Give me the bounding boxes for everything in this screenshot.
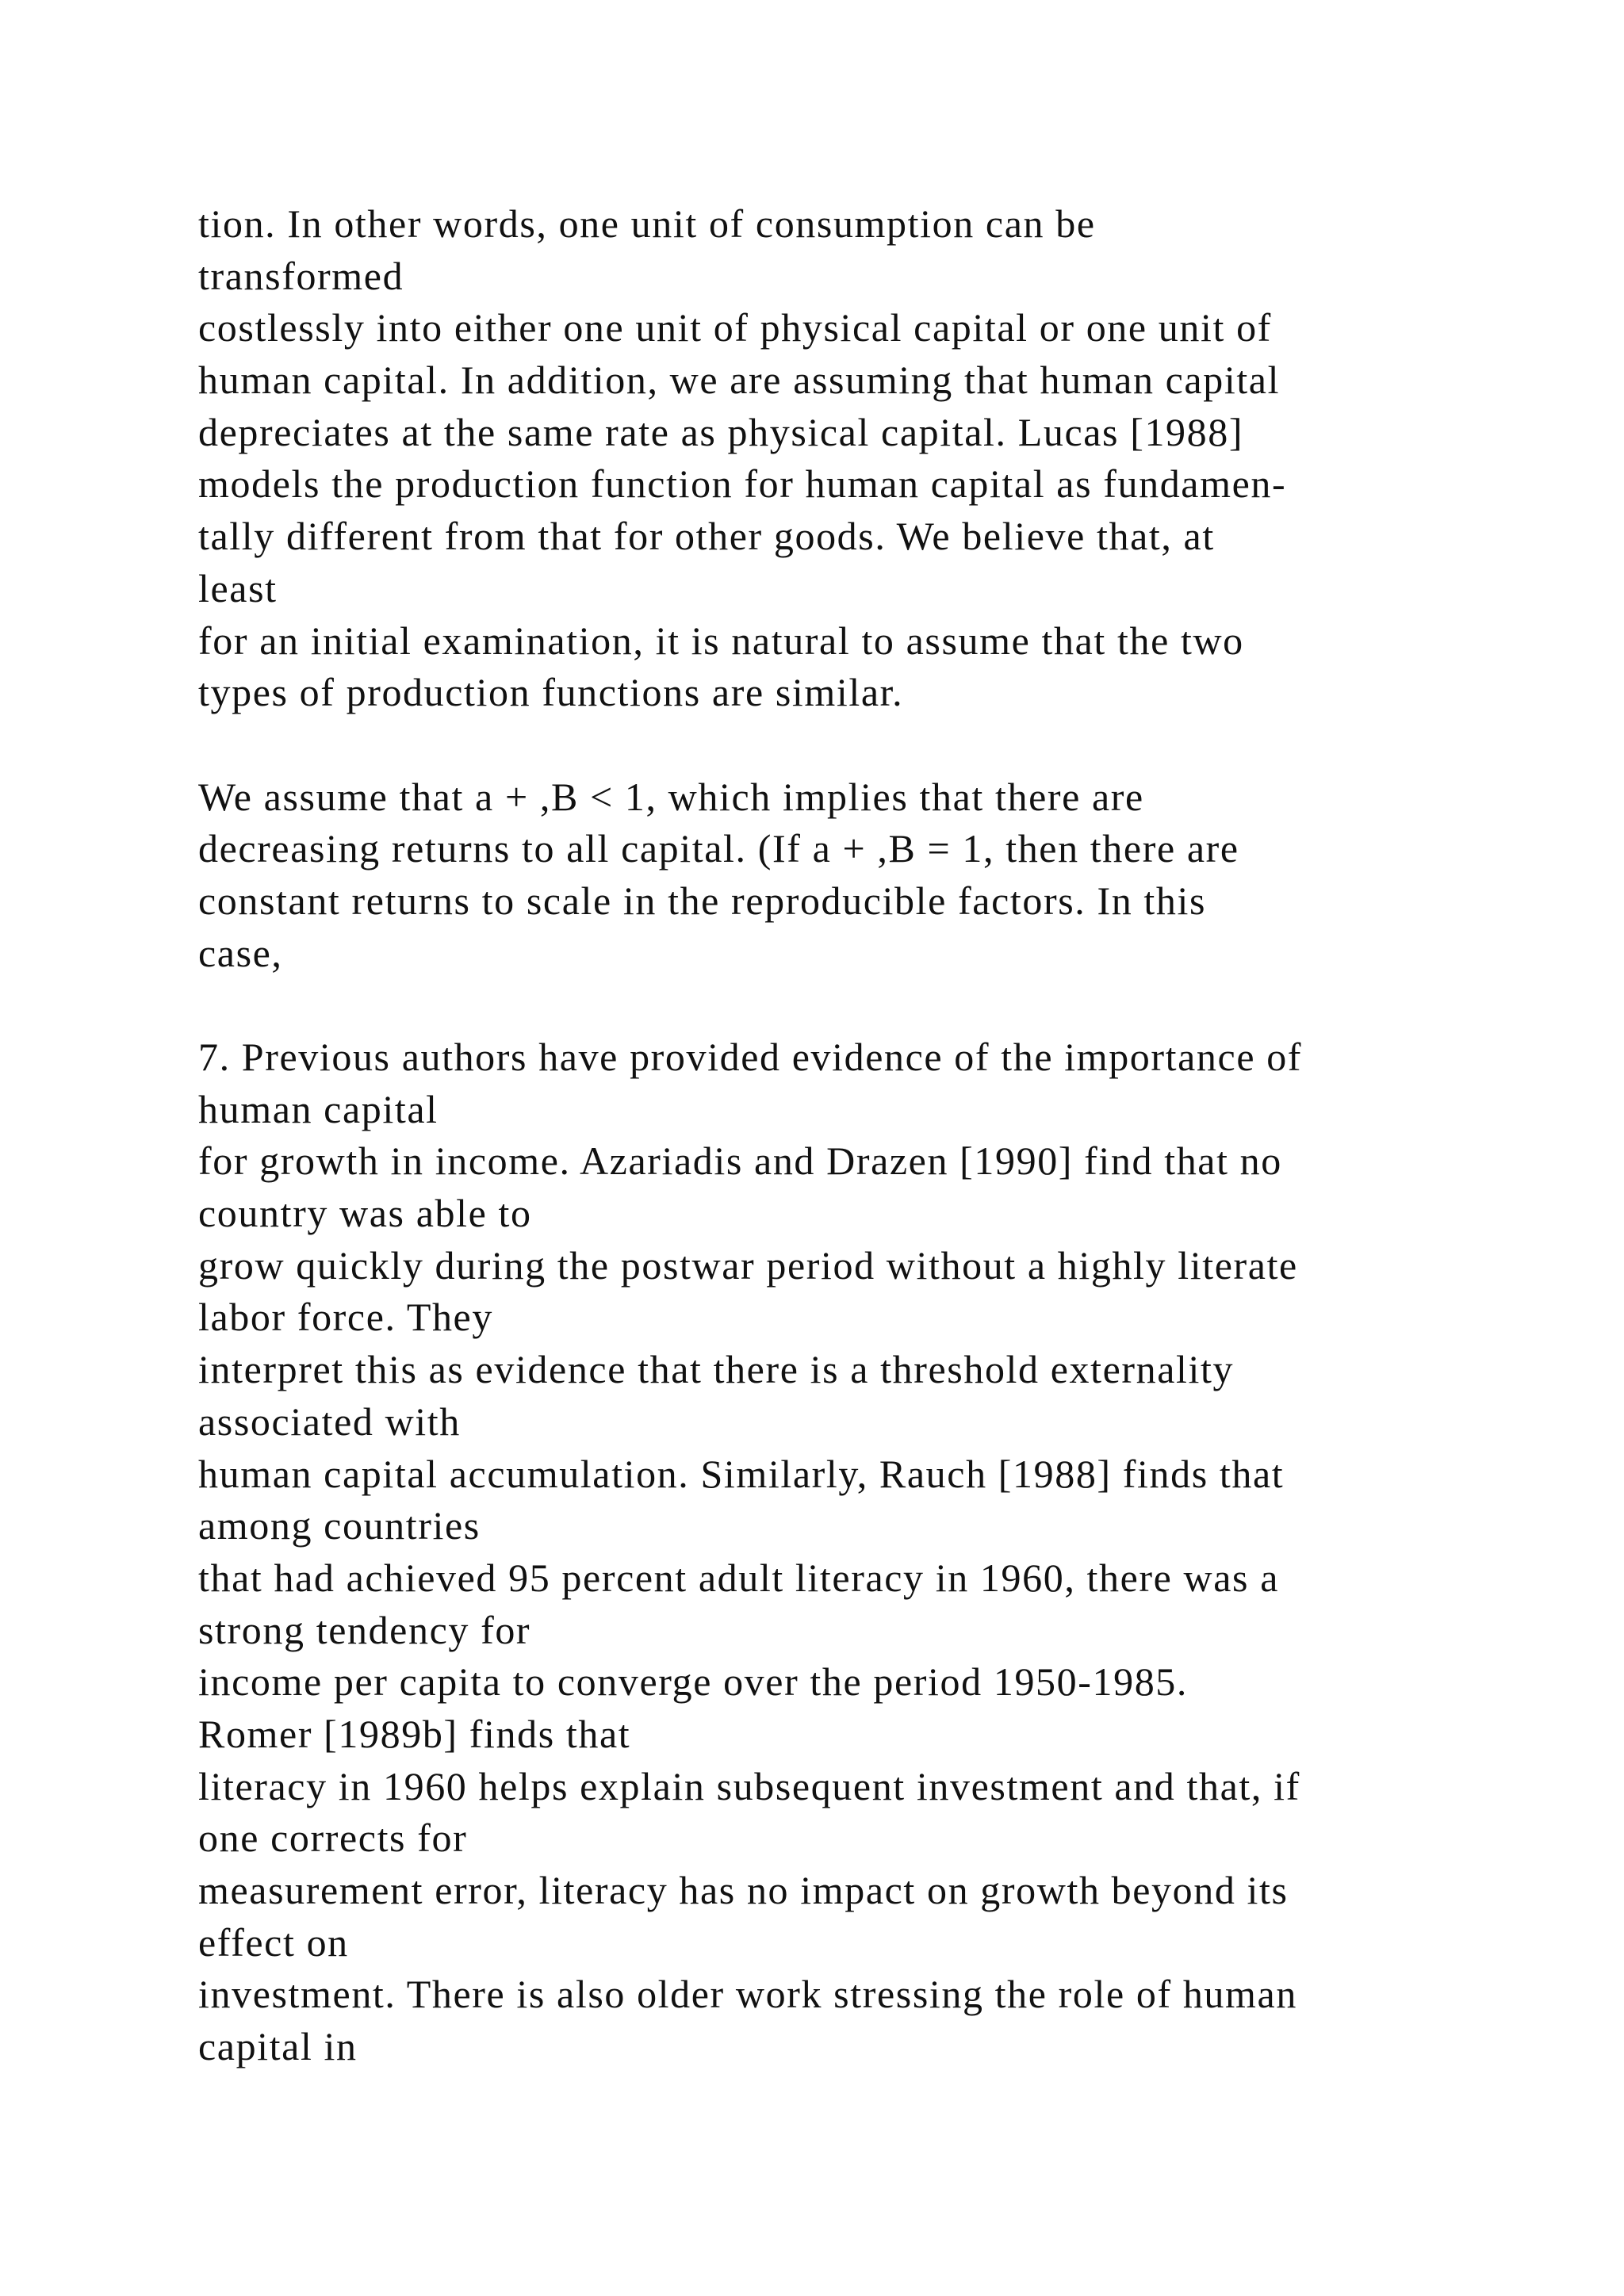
- paragraph-2: [198, 771, 1483, 980]
- text-line: strong tendency for: [198, 1607, 531, 1652]
- paragraph-1: [198, 198, 1483, 719]
- text-line: We assume that a + ,B < 1, which implies that there are: [198, 774, 1144, 819]
- text-line: country was able to: [198, 1191, 532, 1236]
- text-line: capital in: [198, 2024, 358, 2069]
- text-line: tion. In other words, one unit of consumption can be: [198, 201, 1096, 246]
- text-line: literacy in 1960 helps explain subsequent investment and that, if: [198, 1763, 1300, 1808]
- text-line: models the production function for human capital as fundamen-: [198, 461, 1287, 507]
- text-line: least: [198, 565, 278, 610]
- text-line: for an initial examination, it is natural to assume that the two: [198, 618, 1244, 663]
- text-line: grow quickly during the postwar period without a highly literate: [198, 1242, 1298, 1288]
- text-line: human capital: [198, 1086, 439, 1131]
- text-line: costlessly into either one unit of physical capital or one unit of: [198, 305, 1272, 350]
- text-line: types of production functions are similar.: [198, 670, 904, 715]
- text-line: measurement error, literacy has no impact on growth beyond its: [198, 1868, 1289, 1912]
- text-line: for growth in income. Azariadis and Drazen [1990] find that no: [198, 1138, 1282, 1184]
- text-line: that had achieved 95 percent adult literacy in 1960, there was a: [198, 1555, 1279, 1600]
- text-line: depreciates at the same rate as physical capital. Lucas [1988]: [198, 409, 1244, 454]
- paragraph-gap: [198, 719, 1483, 771]
- text-line: investment. There is also older work stressing the role of human: [198, 1972, 1297, 2017]
- text-line: among countries: [198, 1503, 481, 1548]
- text-line: 7. Previous authors have provided evidence of the importance of: [198, 1035, 1303, 1079]
- text-line: case,: [198, 930, 283, 975]
- text-line: interpret this as evidence that there is a threshold externality: [198, 1347, 1235, 1392]
- text-line: constant returns to scale in the reproducible factors. In this: [198, 878, 1207, 923]
- footnote-7: [198, 1031, 1483, 2073]
- text-line: one corrects for: [198, 1816, 468, 1861]
- text-line: human capital. In addition, we are assuming that human capital: [198, 358, 1281, 403]
- text-line: income per capita to converge over the period 1950-1985.: [198, 1659, 1188, 1705]
- text-line: tally different from that for other goods. We believe that, at: [198, 514, 1215, 559]
- text-line: effect on: [198, 1919, 349, 1965]
- document-page: [198, 198, 1483, 2073]
- paragraph-gap: [198, 979, 1483, 1031]
- text-line: associated with: [198, 1399, 461, 1444]
- text-line: Romer [1989b] finds that: [198, 1711, 631, 1756]
- text-line: human capital accumulation. Similarly, Rauch [1988] finds that: [198, 1451, 1285, 1496]
- text-line: labor force. They: [198, 1295, 493, 1340]
- text-line: transformed: [198, 253, 404, 298]
- text-line: decreasing returns to all capital. (If a + ,B = 1, then there are: [198, 826, 1239, 871]
